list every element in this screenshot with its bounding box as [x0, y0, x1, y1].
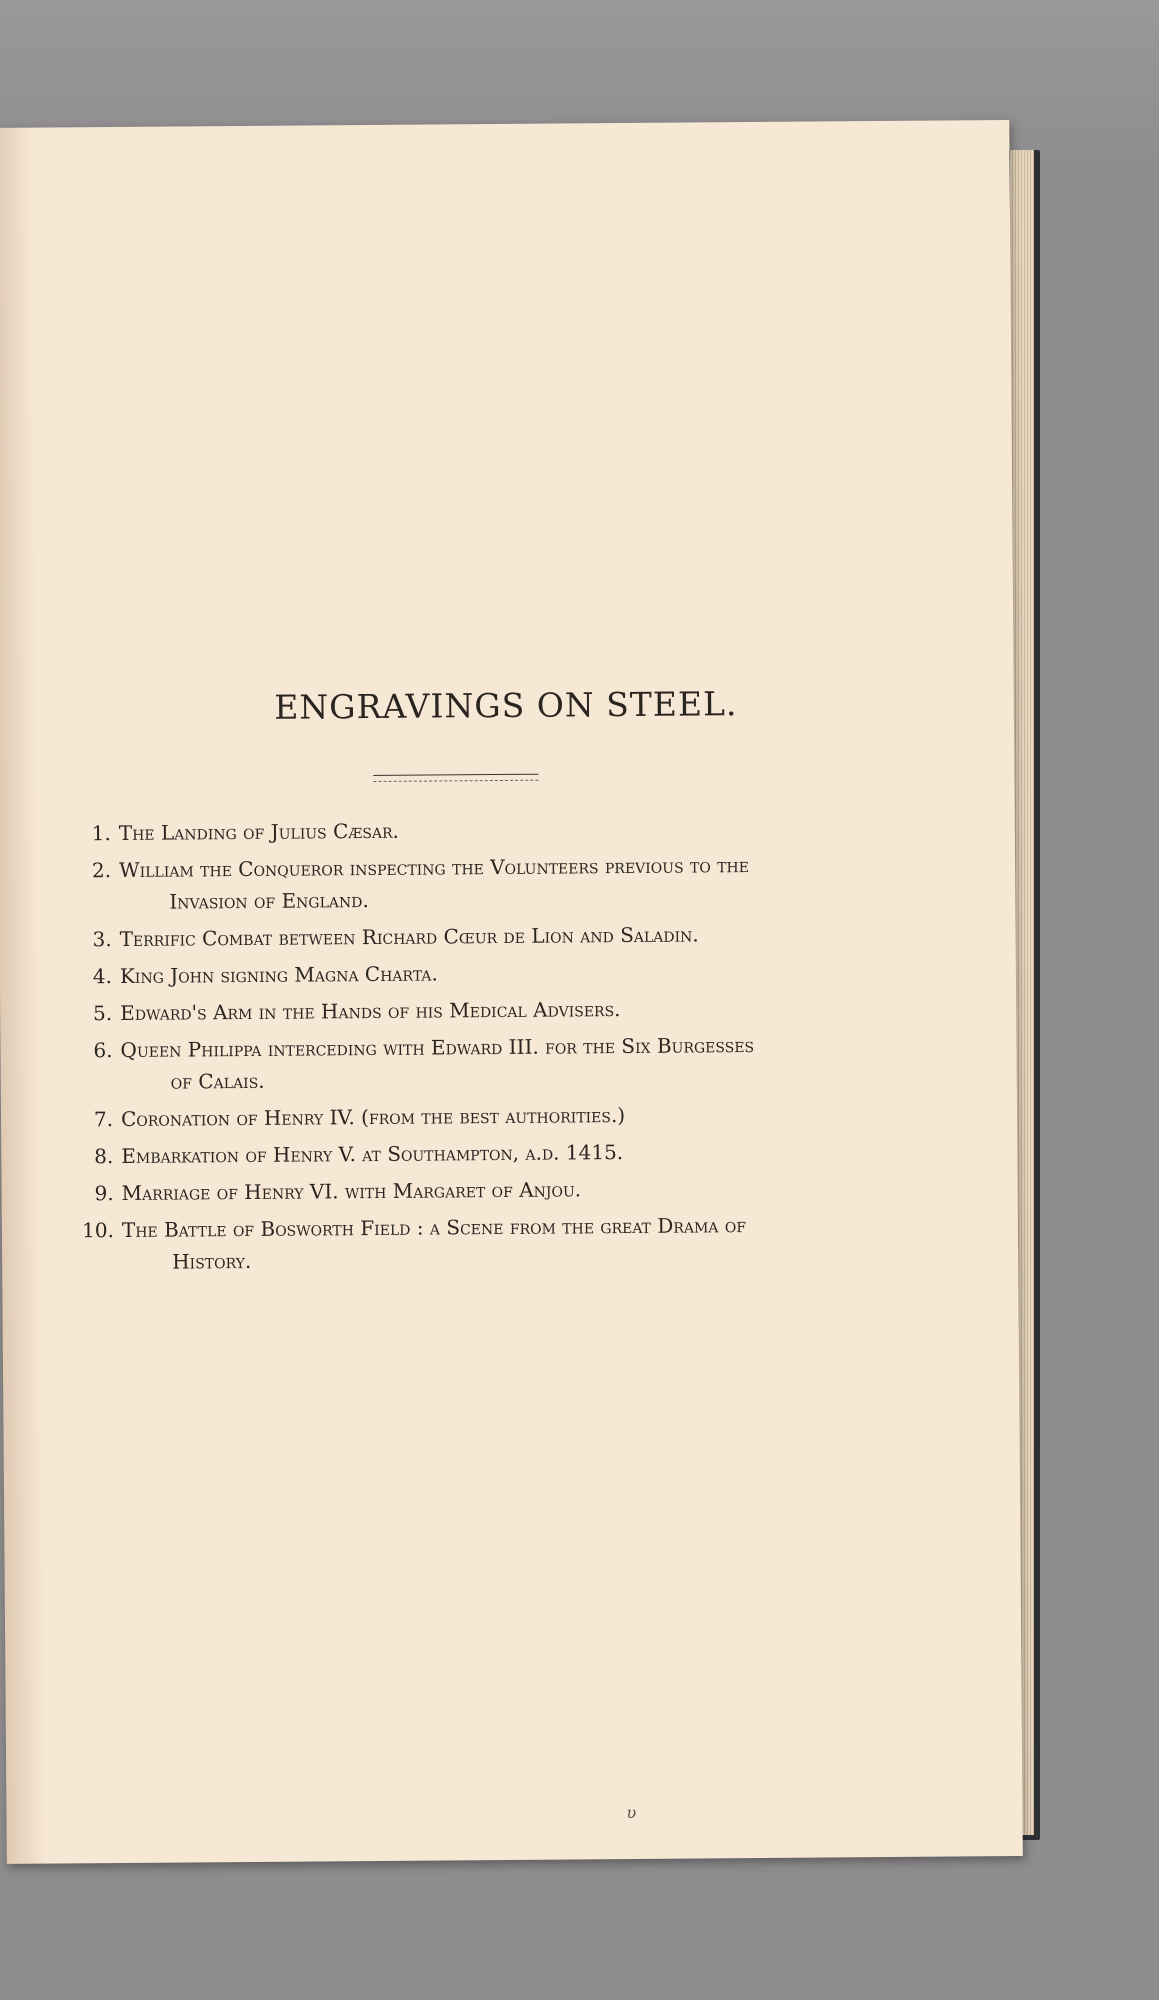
- item-line: The Landing of Julius Cæsar.: [118, 818, 400, 845]
- item-line: Coronation of Henry IV. (from the best authorities.): [120, 1103, 626, 1131]
- item-number: 5.: [93, 1001, 113, 1026]
- title-rule: [373, 774, 538, 782]
- item-line: Edward's Arm in the Hands of his Medical Advisers.: [120, 997, 621, 1025]
- list-item: [82, 1171, 862, 1209]
- item-text: [116, 1028, 860, 1098]
- list-item: [80, 1028, 860, 1098]
- item-text: [115, 811, 859, 849]
- item-number: 9.: [94, 1181, 114, 1206]
- item-text: [118, 1208, 862, 1278]
- item-line-continued: History.: [172, 1248, 252, 1274]
- item-text: [116, 954, 860, 992]
- list-item: [81, 1134, 861, 1172]
- list-item: [80, 991, 860, 1029]
- item-text: [116, 917, 860, 955]
- list-item: [79, 811, 859, 849]
- item-line: King John signing Magna Charta.: [119, 961, 438, 988]
- engravings-list: [79, 811, 863, 1283]
- page-title: ENGRAVINGS ON STEEL.: [274, 684, 738, 727]
- list-item: [80, 917, 860, 955]
- item-number: 1.: [91, 821, 111, 846]
- item-line-continued: Invasion of England.: [169, 888, 369, 914]
- item-line: Terrific Combat between Richard Cœur de Lion and Saladin.: [119, 922, 699, 951]
- item-line: William the Conqueror inspecting the Volunteers previous to the: [118, 853, 750, 882]
- item-line: Embarkation of Henry V. at Southampton, a.d. 1415.: [121, 1140, 624, 1168]
- list-item: [80, 954, 860, 992]
- item-number: 7.: [93, 1107, 114, 1132]
- item-line-continued: of Calais.: [170, 1068, 265, 1094]
- list-item: [79, 848, 859, 918]
- gutter-shadow: [0, 128, 47, 1864]
- item-number: 2.: [91, 858, 112, 883]
- item-text: [118, 1171, 862, 1209]
- list-item: [81, 1097, 861, 1135]
- item-number: 6.: [93, 1038, 113, 1063]
- item-number: 8.: [94, 1144, 114, 1169]
- item-number: 3.: [92, 927, 112, 952]
- item-text: [116, 991, 860, 1029]
- item-text: [117, 1097, 861, 1135]
- item-line: Queen Philippa interceding with Edward III. for the Six Burgesses: [120, 1033, 755, 1062]
- item-text: [115, 848, 859, 918]
- item-number: 10.: [82, 1218, 115, 1243]
- item-line: Marriage of Henry VI. with Margaret of Anjou.: [121, 1177, 582, 1205]
- list-item: [82, 1208, 862, 1278]
- page-mark: υ: [626, 1802, 637, 1823]
- book-page: [0, 120, 1023, 1864]
- item-number: 4.: [92, 964, 113, 989]
- item-line: The Battle of Bosworth Field : a Scene from the great Drama of: [121, 1213, 747, 1242]
- item-text: [117, 1134, 861, 1172]
